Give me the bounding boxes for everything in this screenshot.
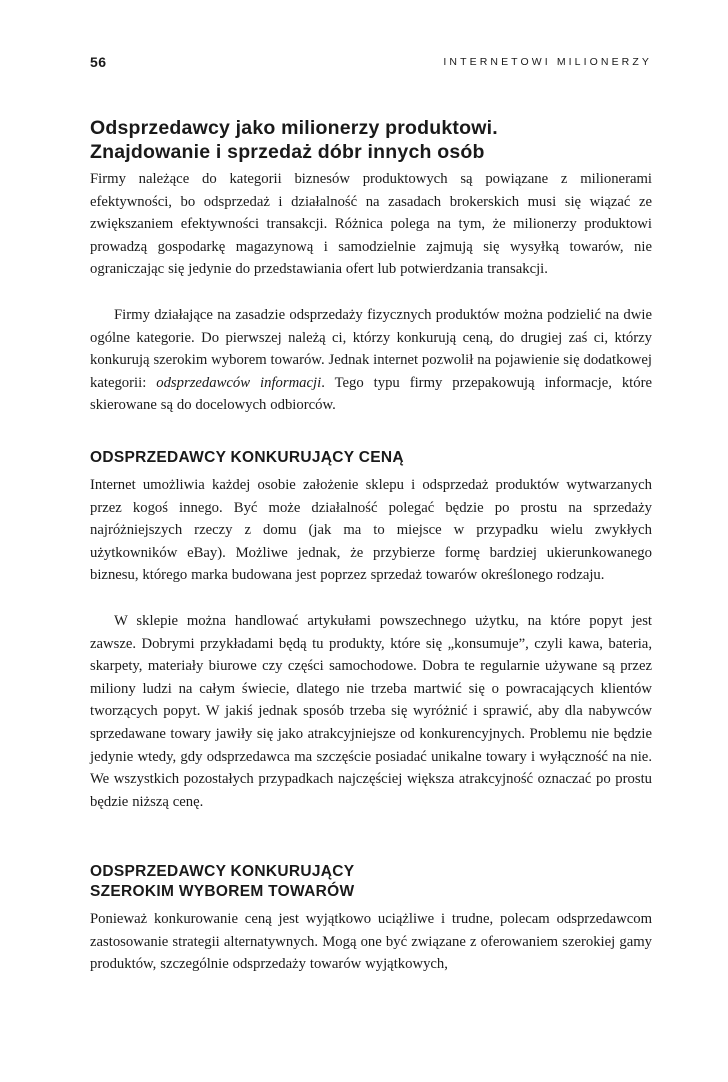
chapter-title (90, 116, 652, 164)
paragraph-intro: Firmy należące do kategorii biznesów produktowych są powiązane z milionerami efektywności, bo odsprzedaż i działalność na zasadach brokerskich musi się wiązać ze zwiększaniem efektywności transakcji. Różnica polega na tym, że milionerzy produktowi prowadzą gospodarkę magazynową i samodzielnie zajmują się wysyłką towarów, nie ograniczając się jedynie do przedstawiania ofert lub potwierdzania transakcji. (90, 171, 652, 278)
chapter-title-line-1: Odsprzedawcy jako milionerzy produktowi. (90, 117, 498, 139)
emphasis-odsprzedawcow-informacji: odsprzedawców informacji (156, 374, 322, 391)
page-number: 56 (90, 54, 107, 70)
chapter-title-line-2: Znajdowanie i sprzedaż dóbr innych osób (90, 141, 485, 163)
section-title-price: ODSPRZEDAWCY KONKURUJĄCY CENĄ (90, 449, 404, 466)
paragraph-categories-text: Firmy działające na zasadzie odsprzedaży fizycznych produktów można podzielić na dwie ogólne kategorie. Do pierwszej należą ci, którzy konkurują ceną, do drugiej zaś ci, którzy konkurują szerokim wyborem towarów. Jednak internet pozwolił na pojawienie się dodatkowej kategorii: (90, 307, 652, 391)
paragraph-price-intro: Internet umożliwia każdej osobie założenie sklepu i odsprzedaż produktów wytwarzanych przez kogoś innego. Być może działalność polegać będzie po prostu na sprzedaży najróżniejszych rzeczy z domu (jak ma to miejsce w przypadku wielu zwykłych użytkowników eBay). Możliwe jednak, że przybierze formę bardziej ukierunkowanego biznesu, którego marka budowana jest poprzez sprzedaż towarów określonego rodzaju. (90, 477, 652, 584)
paragraph-price-details: W sklepie można handlować artykułami powszechnego użytku, na które popyt jest zawsze. Dobrymi przykładami będą tu produkty, które się „konsumuje”, czyli kawa, bateria, skarpety, materiały biurowe czy części samochodowe. Dobra te regularnie używane są przez miliony ludzi na całym świecie, dlatego nie trzeba martwić się o powracających klientów tworzących popyt. W jakiś jednak sposób trzeba się wyróżnić i sprawić, aby dla nabywców sprzedawane towary jawiły się jako atrakcyjniejsze od konkurencyjnych. Problemu nie będzie jedynie wtedy, gdy odsprzedawca ma szczęście posiadać unikalne towary i wyłączność na nie. We wszystkich pozostałych przypadkach najczęściej większa atrakcyjność oznaczać po prostu będzie niższą cenę. (90, 613, 652, 810)
section-title-selection-line-1: ODSPRZEDAWCY KONKURUJĄCY (90, 863, 355, 880)
paragraph-categories (90, 304, 652, 417)
paragraph-selection: Ponieważ konkurowanie ceną jest wyjątkowo uciążliwe i trudne, polecam odsprzedawcom zastosowanie strategii alternatywnych. Mogą one być związane z oferowaniem szerokiej gamy produktów, szczególnie odsprzedaży towarów wyjątkowych, (90, 911, 652, 973)
section-title-selection-line-2: SZEROKIM WYBOREM TOWARÓW (90, 883, 355, 900)
running-head (90, 54, 652, 74)
paragraph-categories-text-end: . Tego typu firmy przepakowują informacje, które skierowane są do docelowych odbiorców. (90, 374, 652, 414)
section-title-selection (90, 862, 652, 902)
book-title: INTERNETOWI MILIONERZY (443, 56, 652, 68)
